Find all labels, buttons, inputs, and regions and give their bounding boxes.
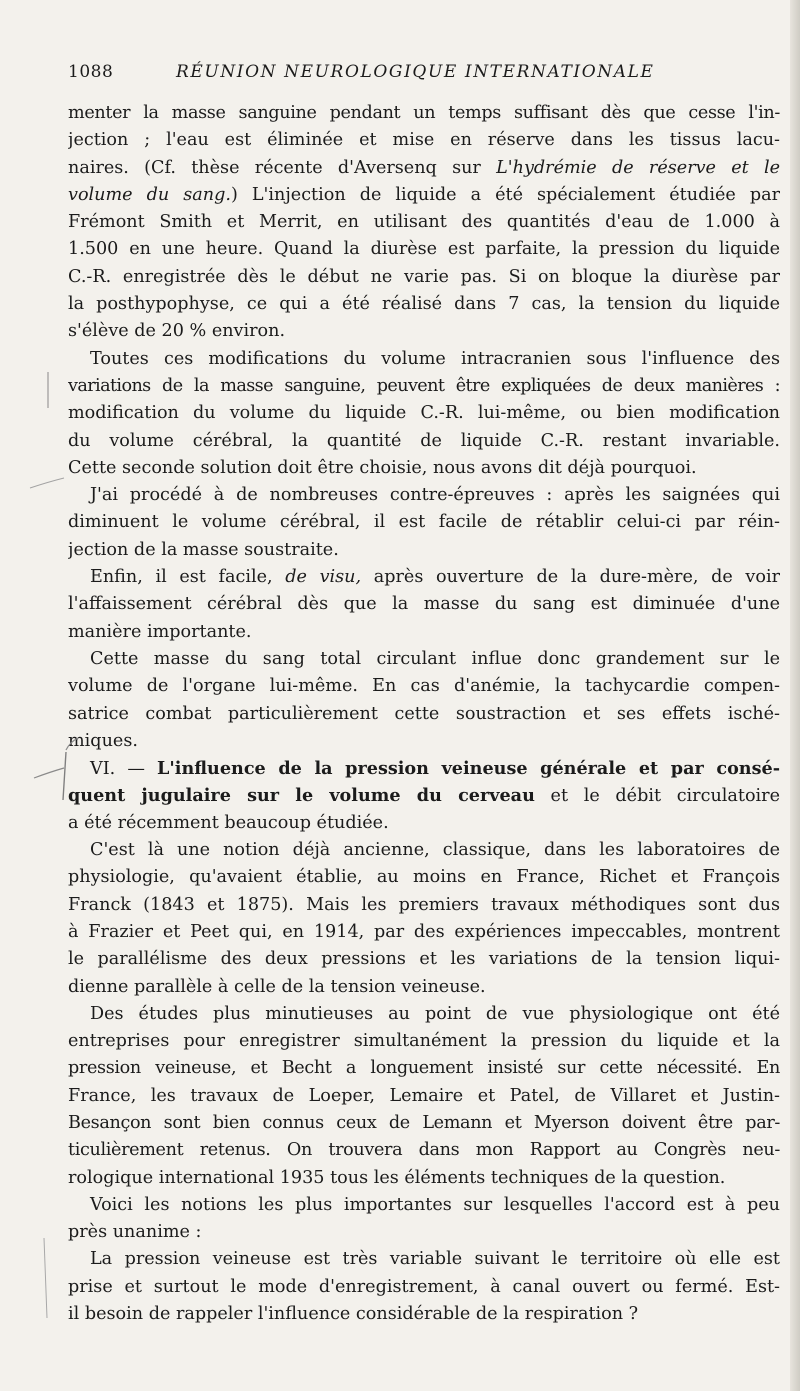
text-run: pression veineuse, et Becht a longuement insisté sur cette nécessité. En <box>68 1058 780 1079</box>
text-line <box>68 1301 780 1328</box>
text-line <box>68 946 780 973</box>
text-line <box>68 373 780 400</box>
text-run: modification du volume du liquide C.-R. lui-même, ou bien modification <box>68 403 780 424</box>
text-run: Voici les notions les plus importantes sur lesquelles l'accord est à peu <box>90 1194 780 1215</box>
text-line <box>68 209 780 236</box>
text-run: Enfin, il est facile, <box>90 567 286 588</box>
text-line <box>68 1246 780 1273</box>
text-line <box>68 728 780 755</box>
pencil-mark <box>34 768 64 778</box>
paragraph <box>68 837 780 1001</box>
text-line <box>68 837 780 864</box>
bold-run: quent jugulaire sur le volume du cerveau <box>68 785 535 807</box>
text-run: Des études plus minutieuses au point de vue physiologique ont été <box>90 1003 780 1024</box>
page-edge-shadow <box>790 0 800 1391</box>
paragraph <box>68 100 780 346</box>
page-number: 1088 <box>68 62 114 82</box>
paragraph <box>68 1001 780 1192</box>
page-header <box>68 62 780 88</box>
text-line <box>68 646 780 673</box>
text-run: naires. (Cf. thèse récente d'Aversenq sur <box>68 157 497 178</box>
paragraph <box>68 1246 780 1328</box>
text-run: ) L'injection de liquide a été spécialement étudiée par <box>230 184 780 205</box>
text-run: J'ai procédé à de nombreuses contre-épreuves : après les saignées qui <box>90 485 780 506</box>
text-run: près unanime : <box>68 1222 202 1243</box>
text-run: prise et surtout le mode d'enregistrement, à canal ouvert ou fermé. Est- <box>68 1276 780 1297</box>
text-line <box>68 1001 780 1028</box>
text-line <box>68 318 780 345</box>
text-run: Franck (1843 et 1875). Mais les premiers travaux méthodiques sont dus <box>68 894 780 915</box>
paragraph <box>68 755 780 837</box>
text-line <box>68 619 780 646</box>
text-run: jection ; l'eau est éliminée et mise en réserve dans les tissus lacu- <box>68 130 780 151</box>
text-line <box>68 892 780 919</box>
italic-run: L'hydrémie de réserve et le <box>496 157 780 178</box>
text-run: s'élève de 20 % environ. <box>68 321 286 342</box>
text-run: Cette masse du sang total circulant influe donc grandement sur le <box>90 648 780 669</box>
text-run: dienne parallèle à celle de la tension veineuse. <box>68 976 486 997</box>
text-run: menter la masse sanguine pendant un temps suffisant dès que cesse l'in- <box>68 103 780 123</box>
text-line <box>68 591 780 618</box>
pencil-mark <box>44 1238 47 1318</box>
text-run: il besoin de rappeler l'influence considérable de la respiration ? <box>68 1304 639 1325</box>
text-line <box>68 919 780 946</box>
text-run: 1.500 en une heure. Quand la diurèse est parfaite, la pression du liquide <box>68 239 780 260</box>
text-line <box>68 974 780 1001</box>
text-line <box>68 127 780 154</box>
text-line <box>68 264 780 291</box>
text-run: l'affaissement cérébral dès que la masse du sang est diminuée d'une <box>68 594 780 615</box>
text-line <box>68 782 780 809</box>
text-line <box>68 509 780 536</box>
text-run: Frémont Smith et Merrit, en utilisant des quantités d'eau de 1.000 à <box>68 212 780 233</box>
text-line <box>68 537 780 564</box>
text-run: volume de l'organe lui-même. En cas d'anémie, la tachycardie compen- <box>68 676 780 697</box>
text-run: à Frazier et Peet qui, en 1914, par des expériences impeccables, montrent <box>68 921 780 942</box>
pencil-mark <box>30 478 64 488</box>
text-run: la posthypophyse, ce qui a été réalisé dans 7 cas, la tension du liquide <box>68 294 780 315</box>
text-line <box>68 1083 780 1110</box>
running-title: RÉUNION NEUROLOGIQUE INTERNATIONALE <box>176 62 655 82</box>
paragraph <box>68 346 780 482</box>
paragraph <box>68 646 780 755</box>
text-line <box>68 182 780 209</box>
text-line <box>68 236 780 263</box>
text-line <box>68 346 780 373</box>
text-line <box>68 564 780 591</box>
text-run: VI. — <box>90 759 158 780</box>
text-line <box>68 1165 780 1192</box>
text-line <box>68 100 780 127</box>
paragraph <box>68 1192 780 1247</box>
text-run: après ouverture de la dure-mère, de voir <box>361 567 780 588</box>
text-line <box>68 1110 780 1137</box>
text-run: France, les travaux de Loeper, Lemaire et Patel, de Villaret et Justin- <box>68 1085 780 1106</box>
text-line <box>68 1137 780 1164</box>
text-run: jection de la masse soustraite. <box>68 539 339 560</box>
bold-run: L'influence de la pression veineuse générale et par consé- <box>157 758 780 780</box>
text-run: La pression veineuse est très variable suivant le territoire où elle est <box>90 1249 780 1270</box>
text-run: Toutes ces modifications du volume intracranien sous l'influence des <box>90 348 780 369</box>
text-line <box>68 1219 780 1246</box>
text-run: Cette seconde solution doit être choisie, nous avons dit déjà pourquoi. <box>68 457 697 478</box>
text-run: C'est là une notion déjà ancienne, classique, dans les laboratoires de <box>90 840 780 861</box>
pencil-mark <box>63 752 66 800</box>
text-line <box>68 1192 780 1219</box>
text-line <box>68 1274 780 1301</box>
paragraph <box>68 482 780 564</box>
text-line <box>68 428 780 455</box>
text-line <box>68 864 780 891</box>
text-line <box>68 755 780 782</box>
italic-run: volume du sang. <box>68 184 231 205</box>
text-run: manière importante. <box>68 621 252 642</box>
text-line <box>68 155 780 182</box>
text-line <box>68 673 780 700</box>
body-text <box>68 100 780 1328</box>
text-run: Besançon sont bien connus ceux de Lemann et Myerson doivent être par- <box>68 1112 780 1133</box>
text-run: diminuent le volume cérébral, il est facile de rétablir celui-ci par réin- <box>68 512 780 533</box>
text-run: miques. <box>68 730 138 751</box>
text-run: satrice combat particulièrement cette soustraction et ses effets isché- <box>68 703 780 724</box>
text-run: C.-R. enregistrée dès le début ne varie pas. Si on bloque la diurèse par <box>68 266 780 287</box>
italic-run: de visu, <box>285 567 362 588</box>
text-line <box>68 482 780 509</box>
text-run: physiologie, qu'avaient établie, au moins en France, Richet et François <box>68 867 780 888</box>
text-run: ticulièrement retenus. On trouvera dans mon Rapport au Congrès neu- <box>68 1140 780 1161</box>
text-run: entreprises pour enregistrer simultanément la pression du liquide et la <box>68 1031 780 1052</box>
text-line <box>68 291 780 318</box>
text-run: et le débit circulatoire <box>534 786 780 807</box>
paragraph <box>68 564 780 646</box>
text-line <box>68 1028 780 1055</box>
text-run: variations de la masse sanguine, peuvent être expliquées de deux manières : <box>68 375 780 396</box>
text-line <box>68 400 780 427</box>
text-run: a été récemment beaucoup étudiée. <box>68 812 389 833</box>
text-line <box>68 1055 780 1082</box>
text-line <box>68 701 780 728</box>
text-run: rologique international 1935 tous les éléments techniques de la question. <box>68 1167 726 1188</box>
text-line <box>68 810 780 837</box>
text-run: le parallélisme des deux pressions et les variations de la tension liqui- <box>68 949 780 970</box>
text-line <box>68 455 780 482</box>
text-run: du volume cérébral, la quantité de liquide C.-R. restant invariable. <box>68 430 780 451</box>
